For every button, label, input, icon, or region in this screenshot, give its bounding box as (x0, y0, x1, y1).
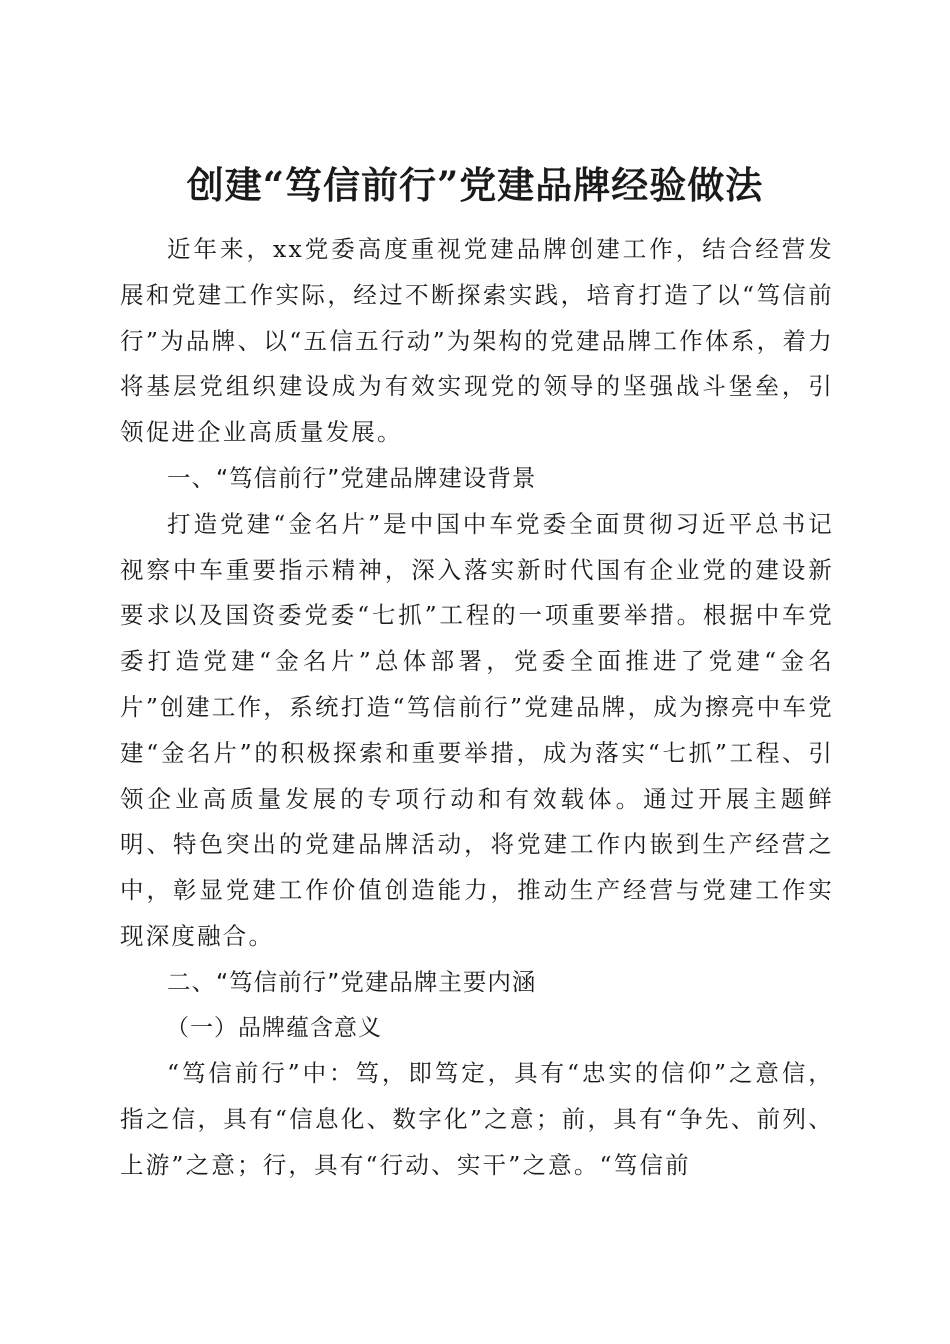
section-2-paragraph: “笃信前行”中：笃，即笃定，具有“忠实的信仰”之意信，指之信，具有“信息化、数字化”之意；前，具有“争先、前列、上游”之意；行，具有“行动、实干”之意。“笃信前 (120, 1059, 834, 1179)
document-body (120, 227, 834, 1189)
intro-paragraph: 近年来，xx党委高度重视党建品牌创建工作，结合经营发展和党建工作实际，经过不断探索实践，培育打造了以“笃信前行”为品牌、以“五信五行动”为架构的党建品牌工作体系，着力将基层党组织建设成为有效实现党的领导的坚强战斗堡垒，引领促进企业高质量发展。 (120, 235, 834, 447)
section-1-paragraph: 打造党建“金名片”是中国中车党委全面贯彻习近平总书记视察中车重要指示精神，深入落实新时代国有企业党的建设新要求以及国资委党委“七抓”工程的一项重要举措。根据中车党委打造党建“金名片”总体部署，党委全面推进了党建“金名片”创建工作，系统打造“笃信前行”党建品牌，成为擦亮中车党建“金名片”的积极探索和重要举措，成为落实“七抓”工程、引领企业高质量发展的专项行动和有效载体。通过开展主题鲜明、特色突出的党建品牌活动，将党建工作内嵌到生产经营之中，彰显党建工作价值创造能力，推动生产经营与党建工作实现深度融合。 (120, 509, 834, 950)
section-2-heading: 二、“笃信前行”党建品牌主要内涵 (167, 967, 537, 996)
section-1-heading: 一、“笃信前行”党建品牌建设背景 (167, 463, 537, 492)
section-2-subheading: （一）品牌蕴含意义 (166, 1014, 382, 1041)
document-title: 创建“笃信前行”党建品牌经验做法 (186, 162, 764, 207)
